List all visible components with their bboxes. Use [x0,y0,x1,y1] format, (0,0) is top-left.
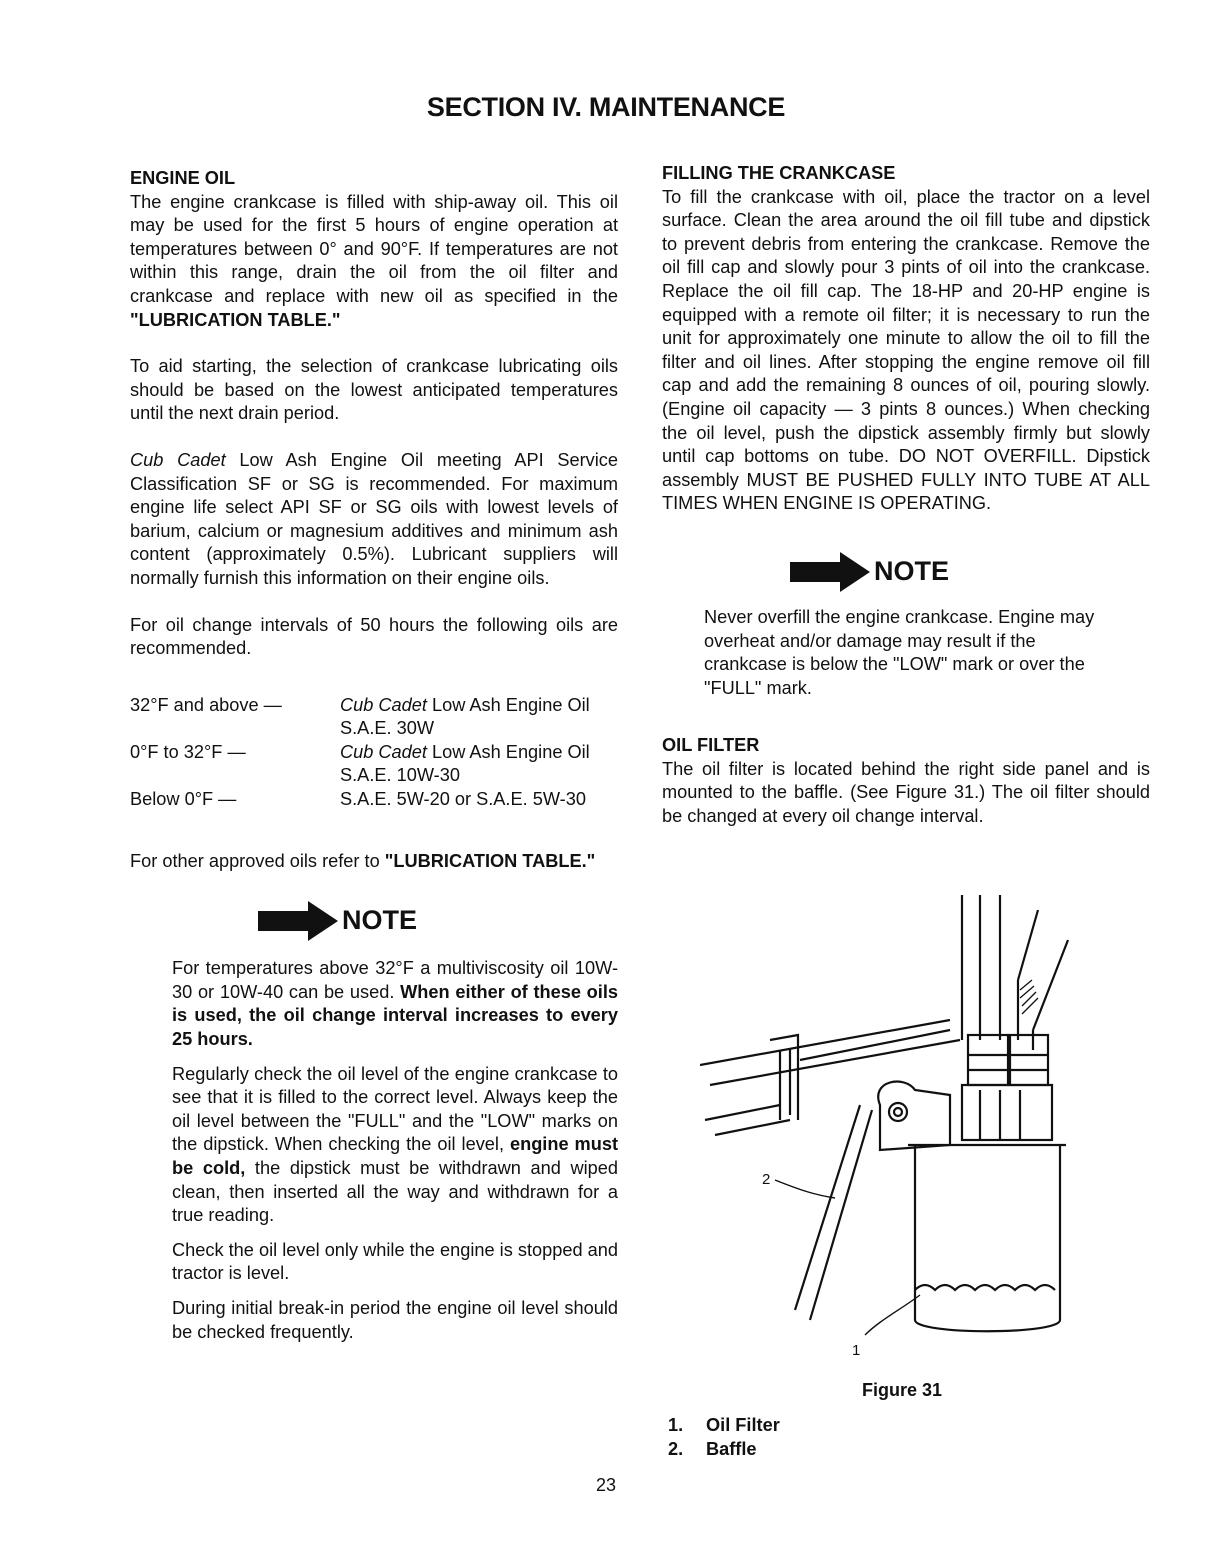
left-column [130,167,618,1344]
right-column [662,162,1150,829]
note-body [172,957,618,1344]
filling-paragraph: To fill the crankcase with oil, place the tractor on a level surface. Clean the area around the oil fill tube and dipstick to prevent debris from entering the crankcase. Remove the oil fill cap and slowly pour 3 pints of oil into the crankcase. Replace the oil fill cap. The 18-HP and 20-HP engine is equipped with a remote oil filter; it is necessary to run the unit for approximately one minute to allow the oil to fill the filter and oil lines. After stopping the engine remove oil fill cap and add the remaining 8 ounces of oil, pouring slowly. (Engine oil capacity — 3 pints 8 ounces.) When checking the oil level, push the dipstick assembly firmly but slowly until cap bottoms on tube. DO NOT OVERFILL. Dipstick assembly MUST BE PUSHED FULLY INTO TUBE AT ALL TIMES WHEN ENGINE IS OPERATING. [662,186,1150,514]
arrow-icon [790,552,870,592]
engine-oil-paragraph: The engine crankcase is filled with ship-away oil. This oil may be used for the first 5 hours of engine operation at temperatures between 0° and 90°F. If temperatures are not within this range, drain the oil from the oil filter and crankcase and replace with new oil as specified in the "LUBRICATION TABLE." [130,191,618,330]
filling-heading: FILLING THE CRANKCASE [662,163,896,183]
note-heading: NOTE [258,901,618,941]
callout-2: 2 [762,1171,771,1188]
oil-filter-heading: OIL FILTER [662,735,760,756]
oil-table [130,694,618,812]
oil-row: 32°F and above — Cub Cadet Low Ash Engine Oil S.A.E. 30W [130,694,590,739]
starting-paragraph: To aid starting, the selection of crankcase lubricating oils should be based on the lowest anticipated temperatures until the next drain period. [130,356,618,424]
oil-row: 0°F to 32°F — Cub Cadet Low Ash Engine Oil S.A.E. 10W-30 [130,741,590,786]
oil-filter-paragraph: The oil filter is located behind the right side panel and is mounted to the baffle. (See Figure 31.) The oil filter should be changed at every oil change interval. [662,758,1150,827]
legend-item: 1. Oil Filter [668,1415,780,1435]
legend-item: 2. Baffle [668,1439,757,1459]
note-body-right: Never overfill the engine crankcase. Engine may overheat and/or damage may result if the crankcase is below the "LOW" mark or over the "FULL" mark. [704,606,1095,698]
note-heading-right: NOTE [790,552,1150,592]
other-oils-paragraph: For other approved oils refer to "LUBRICATION TABLE." [130,850,596,871]
arrow-icon [258,901,338,941]
note-multiviscosity: For temperatures above 32°F a multiviscosity oil 10W-30 or 10W-40 can be used. When either of these oils is used, the oil change interval increases to every 25 hours. [172,958,619,1050]
engine-oil-heading: ENGINE OIL [130,168,236,188]
page-title: SECTION IV. MAINTENANCE [426,92,786,122]
oil-row: Below 0°F — S.A.E. 5W-20 or S.A.E. 5W-30 [130,789,586,810]
recommended-oil-paragraph: Cub Cadet Low Ash Engine Oil meeting API Service Classification SF or SG is recommended. For maximum engine life select API SF or SG oils with lowest levels of barium, calcium or magnesium additives and minimum ash content (approximately 0.5%). Lubricant suppliers will normally furnish this information on their engine oils. [130,449,619,588]
figure-caption: Figure 31 [862,1380,943,1400]
intervals-paragraph: For oil change intervals of 50 hours the following oils are recommended. [130,614,618,659]
callout-1: 1 [852,1342,861,1359]
note-check-level: Regularly check the oil level of the engine crankcase to see that it is filled to the correct level. Always keep the oil level between the "FULL" and the "LOW" marks on the dipstick. When checking the oil level, engine must be cold, the dipstick must be withdrawn and wiped clean, then inserted all the way and withdrawn for a true reading. [172,1063,619,1226]
figure-31-illustration [700,890,1090,1370]
figure-legend [668,1413,780,1461]
note-break-in: During initial break-in period the engine oil level should be checked frequently. [172,1297,618,1342]
note-stopped: Check the oil level only while the engine is stopped and tractor is level. [172,1239,618,1284]
page-number: 23 [595,1475,617,1495]
